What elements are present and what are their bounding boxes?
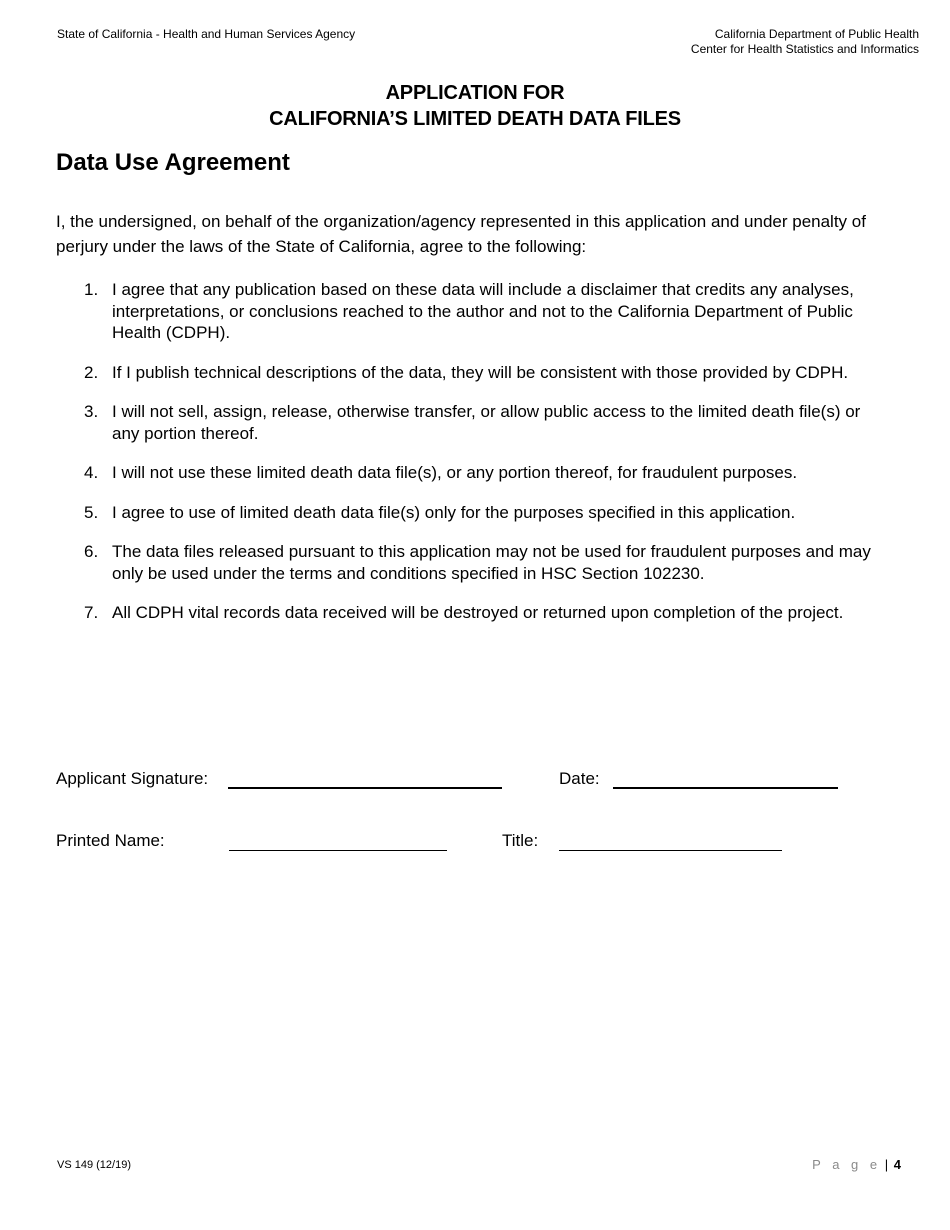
term-number: 6.: [84, 542, 99, 561]
center-name: Center for Health Statistics and Informatics: [690, 42, 919, 56]
title-field-label: Title:: [502, 831, 539, 850]
department-name: California Department of Public Health: [714, 27, 919, 41]
term-item: [56, 362, 886, 384]
term-item: [56, 279, 886, 344]
term-text: I agree to use of limited death data file(s) only for the purposes specified in this application.: [112, 502, 796, 522]
title-line-1: APPLICATION FOR: [385, 82, 565, 104]
page-indicator: [812, 1157, 901, 1173]
term-text: I will not use these limited death data file(s), or any portion thereof, for fraudulent purposes.: [112, 463, 798, 482]
document-title: [0, 80, 950, 132]
term-item: [56, 602, 886, 624]
department-header: [691, 27, 919, 57]
term-text: The data files released pursuant to this application may not be used for fraudulent purposes and may only be used under the terms and conditions specified in HSC Section 102230.: [112, 542, 871, 583]
term-text: All CDPH vital records data received will be destroyed or returned upon completion of the project.: [112, 603, 844, 622]
title-line-2: CALIFORNIA’S LIMITED DEATH DATA FILES: [269, 108, 681, 130]
term-item: [56, 502, 886, 524]
applicant-signature-label: Applicant Signature:: [56, 769, 209, 788]
term-text: If I publish technical descriptions of the data, they will be consistent with those provided by CDPH.: [112, 362, 849, 382]
title-field-line[interactable]: [559, 850, 782, 851]
term-number: 5.: [84, 502, 99, 522]
term-number: 2.: [84, 362, 99, 382]
term-item: [56, 462, 886, 484]
term-number: 4.: [84, 463, 99, 482]
page-number: 4: [893, 1157, 901, 1172]
form-id: VS 149 (12/19): [57, 1159, 131, 1171]
term-text: I will not sell, assign, release, otherwise transfer, or allow public access to the limited death file(s) or any portion thereof.: [112, 402, 861, 443]
term-item: [56, 401, 886, 444]
date-line[interactable]: [613, 787, 838, 789]
intro-paragraph: I, the undersigned, on behalf of the organization/agency represented in this application and under penalty of perjury under the laws of the State of California, agree to the following:: [56, 212, 866, 256]
printed-name-line[interactable]: [229, 850, 447, 851]
term-number: 3.: [84, 402, 99, 421]
page-word: P a g e: [812, 1157, 882, 1172]
page-separator: |: [884, 1157, 889, 1172]
terms-list: [56, 279, 886, 642]
date-label: Date:: [559, 769, 600, 788]
term-item: [56, 541, 886, 584]
term-number: 1.: [84, 280, 99, 299]
printed-name-label: Printed Name:: [56, 831, 165, 850]
agency-header: State of California - Health and Human Services Agency: [57, 27, 356, 41]
section-heading: Data Use Agreement: [56, 149, 290, 176]
term-number: 7.: [84, 603, 99, 622]
applicant-signature-line[interactable]: [228, 787, 502, 789]
term-text: I agree that any publication based on these data will include a disclaimer that credits any analyses, interpretations, or conclusions reached to the author and not to the California Department of Public Health (CDPH).: [112, 280, 854, 342]
